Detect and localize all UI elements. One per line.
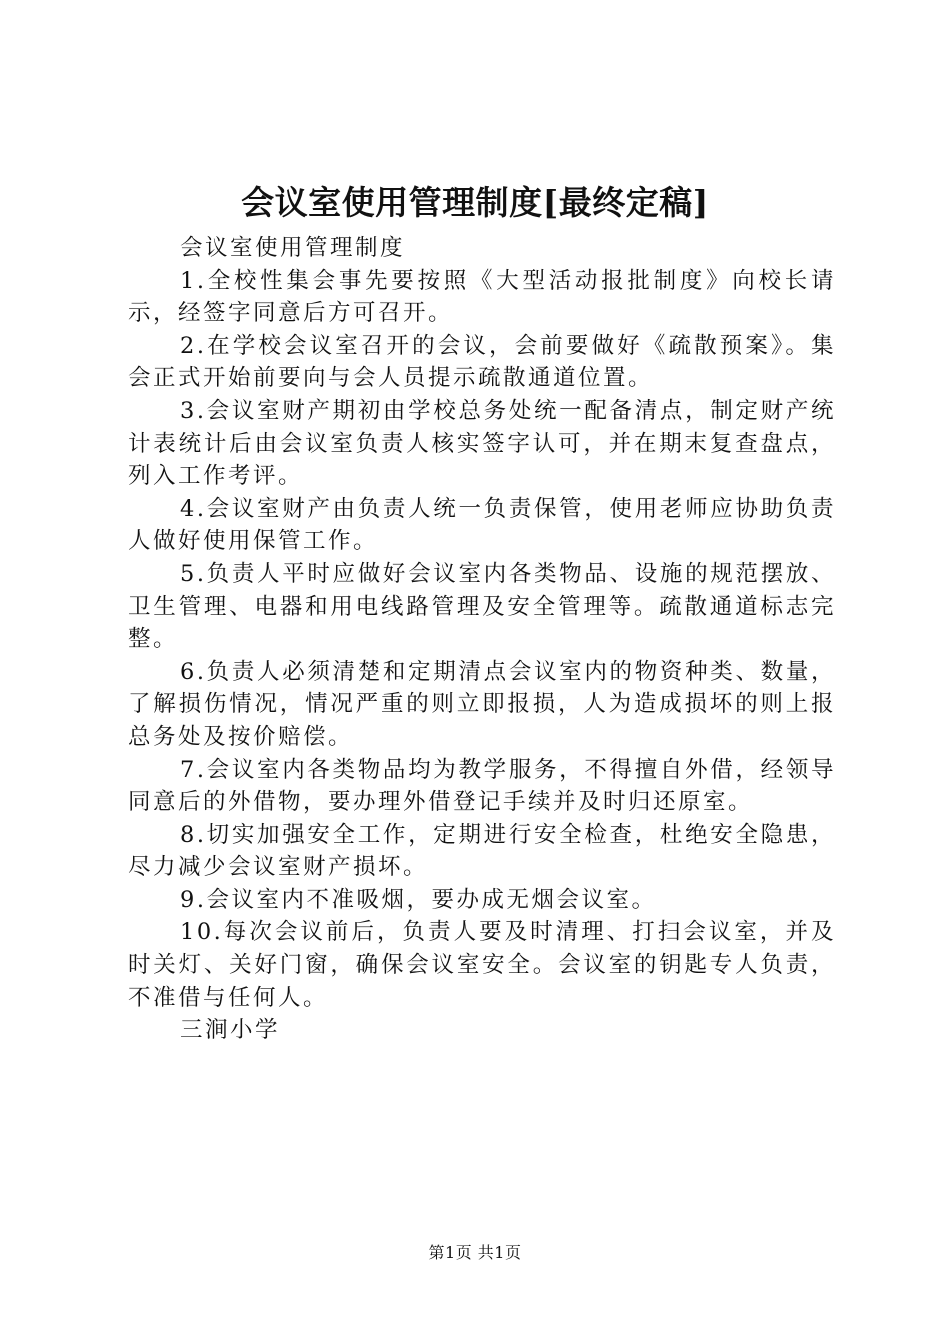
paragraph-rule-9: 9.会议室内不准吸烟，要办成无烟会议室。 bbox=[180, 886, 657, 913]
paragraph-heading: 会议室使用管理制度 bbox=[180, 235, 406, 261]
paragraph-rule-8: 8.切实加强安全工作，定期进行安全检查，杜绝安全隐患，尽力减少会议室财产损坏。 bbox=[128, 821, 836, 881]
document-title: 会议室使用管理制度[最终定稿] bbox=[241, 183, 709, 222]
page-footer: 第1页 共1页 bbox=[428, 1243, 522, 1262]
document-body bbox=[128, 232, 836, 1047]
paragraph-rule-3: 3.会议室财产期初由学校总务处统一配备清点，制定财产统计表统计后由会议室负责人核实签字认可，并在期末复查盘点，列入工作考评。 bbox=[128, 397, 836, 490]
paragraph-rule-7: 7.会议室内各类物品均为教学服务，不得擅自外借，经领导同意后的外借物，要办理外借登记手续并及时归还原室。 bbox=[128, 756, 836, 816]
paragraph-signature: 三涧小学 bbox=[180, 1017, 281, 1044]
paragraph-rule-5: 5.负责人平时应做好会议室内各类物品、设施的规范摆放、卫生管理、电器和用电线路管理及安全管理等。疏散通道标志完整。 bbox=[128, 560, 836, 653]
paragraph-rule-1: 1.全校性集会事先要按照《大型活动报批制度》向校长请示，经签字同意后方可召开。 bbox=[128, 267, 836, 327]
paragraph-rule-6: 6.负责人必须清楚和定期清点会议室内的物资种类、数量，了解损伤情况，情况严重的则立即报损，人为造成损坏的则上报总务处及按价赔偿。 bbox=[128, 658, 836, 750]
paragraph-rule-10: 10.每次会议前后，负责人要及时清理、打扫会议室，并及时关灯、关好门窗，确保会议室安全。会议室的钥匙专人负责，不准借与任何人。 bbox=[128, 919, 836, 1011]
paragraph-rule-2: 2.在学校会议室召开的会议，会前要做好《疏散预案》。集会正式开始前要向与会人员提示疏散通道位置。 bbox=[128, 332, 836, 392]
paragraph-rule-4: 4.会议室财产由负责人统一负责保管，使用老师应协助负责人做好使用保管工作。 bbox=[128, 495, 836, 555]
